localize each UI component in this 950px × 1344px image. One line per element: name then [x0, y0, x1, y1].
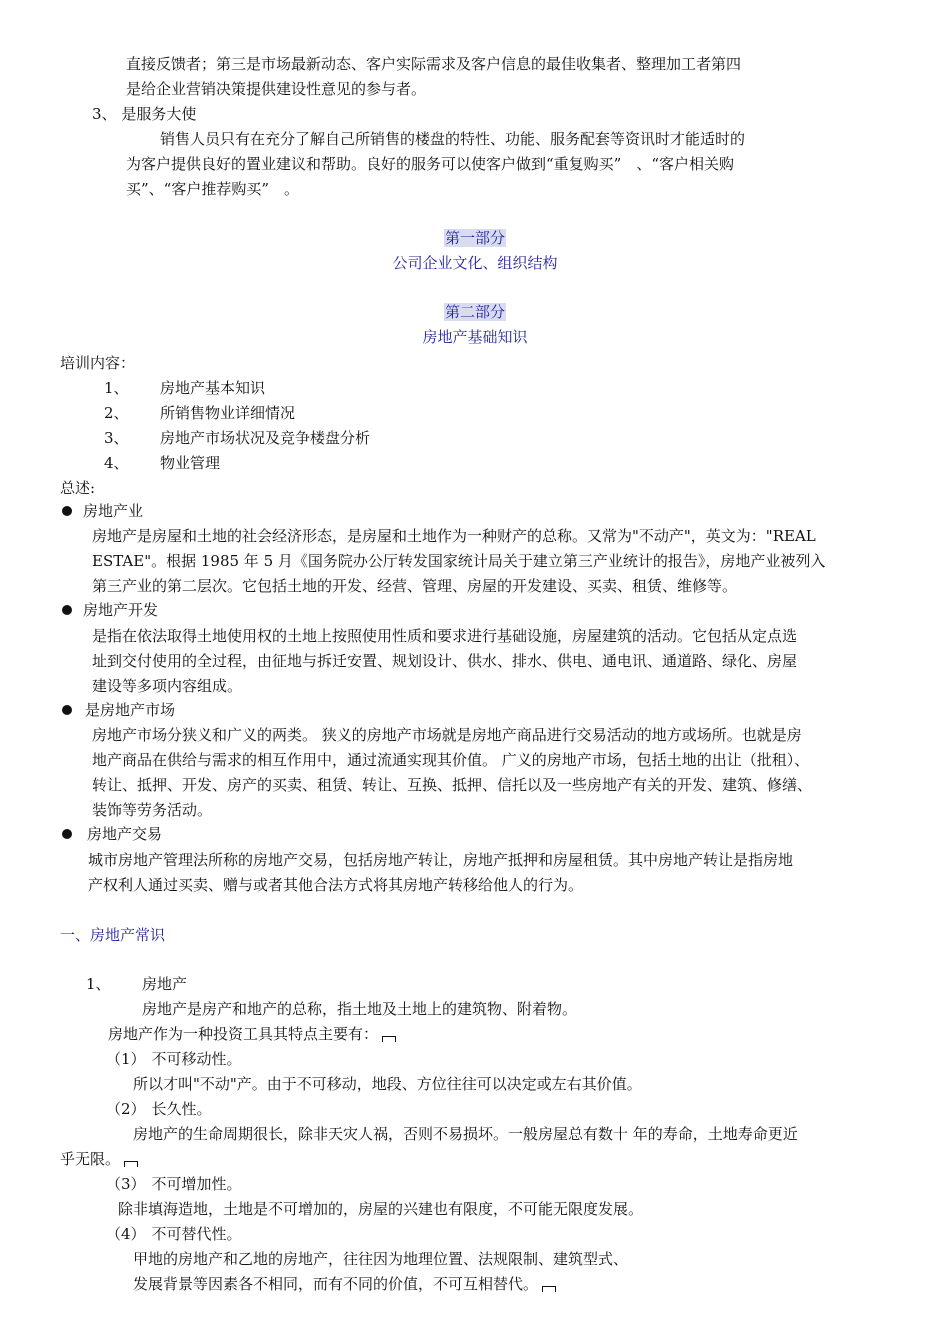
intro-line-3: 销售人员只有在充分了解自己所销售的楼盘的特性、功能、服务配套等资讯时才能适时的: [160, 130, 746, 148]
training-num-2: 2、: [104, 404, 129, 422]
item-title: 是服务大使: [121, 105, 197, 123]
training-num-4: 4、: [104, 454, 129, 472]
section-heading: 一、房地产常识: [60, 926, 166, 944]
feature-number: （1）: [106, 1050, 146, 1068]
part2-title: 房地产基础知识: [422, 328, 528, 346]
bullet-3-line-3: 转让、抵押、开发、房产的买卖、租赁、转让、互换、抵押、信托以及一些房地产有关的开发、建筑、修缮、: [92, 776, 813, 794]
bullet-3-line-2: 地产商品在供给与需求的相互作用中，通过流通实现其价值。 广义的房地产市场，包括土地的出让（批租）、: [92, 751, 810, 769]
paragraph-mark-icon: [124, 1161, 138, 1167]
feature-title: 长久性。: [151, 1100, 212, 1118]
bullet-2-line-2: 址到交付使用的全过程，由征地与拆迁安置、规划设计、供水、排水、供电、通电讯、通道路、绿化、房屋: [92, 652, 798, 670]
bullet-4-line-1: 城市房地产管理法所称的房地产交易，包括房地产转让，房地产抵押和房屋租赁。其中房地产转让是指房地: [88, 851, 794, 869]
feature-4-line-2-text: 发展背景等因素各不相同，而有不同的价值，不可互相替代。: [133, 1275, 539, 1293]
feature-title: 不可增加性。: [151, 1175, 242, 1193]
feature-number: （4）: [106, 1225, 146, 1243]
training-text-1: 房地产基本知识: [160, 379, 266, 397]
bullet-dot-icon: [62, 705, 72, 715]
bullet-dot-icon: [62, 506, 72, 516]
feature-number: （3）: [106, 1175, 146, 1193]
training-heading: 培训内容：: [60, 354, 136, 372]
bullet-title-2: 房地产开发: [83, 601, 159, 619]
feature-2-heading: [106, 1099, 212, 1119]
intro-line-4: 为客户提供良好的置业建议和帮助。良好的服务可以使客户做到“重复购买” 、“客户相关购: [126, 155, 735, 173]
part2-label-row: [0, 302, 950, 322]
part1-label-row: [0, 228, 950, 248]
section-item-number: 1、: [86, 975, 111, 993]
feature-2-line-2-text: 乎无限。: [60, 1150, 121, 1168]
paragraph-mark-icon: [382, 1036, 396, 1042]
feature-number: （2）: [106, 1100, 146, 1118]
bullet-3-line-4: 装饰等劳务活动。: [92, 801, 213, 819]
bullet-3-line-1: 房地产市场分狭义和广义的两类。 狭义的房地产市场就是房地产商品进行交易活动的地方或场所。也就是房: [92, 726, 802, 744]
bullet-1-line-1: 房地产是房屋和土地的社会经济形态，是房屋和土地作为一种财产的总称。又常为"不动产"，英文为："REAL: [92, 527, 816, 545]
feature-title: 不可替代性。: [151, 1225, 242, 1243]
feature-4-line-1: 甲地的房地产和乙地的房地产，往往因为地理位置、法规限制、建筑型式、: [133, 1250, 629, 1268]
definition-text: 房地产是房产和地产的总称，指土地及土地上的建筑物、附着物。: [142, 1000, 578, 1018]
paragraph-mark-icon: [542, 1286, 556, 1292]
bullet-4-line-2: 产权利人通过买卖、赠与或者其他合法方式将其房地产转移给他人的行为。: [88, 876, 584, 894]
intro-line-5: 买”、“客户推荐购买” 。: [126, 180, 300, 198]
intro-line-2: 是给企业营销决策提供建设性意见的参与者。: [126, 80, 427, 98]
part2-label: 第二部分: [444, 303, 505, 321]
feature-4-line-2: [133, 1274, 556, 1294]
part1-title: 公司企业文化、组织结构: [392, 254, 558, 272]
training-num-3: 3、: [104, 429, 129, 447]
feature-1-heading: [106, 1049, 242, 1069]
bullet-dot-icon: [62, 829, 72, 839]
feature-2-line-1: 房地产的生命周期很长，除非天灾人祸，否则不易损坏。一般房屋总有数十 年的寿命，土地寿命更近: [133, 1125, 798, 1143]
summary-heading: 总述:: [60, 479, 96, 497]
bullet-title-4: 房地产交易: [87, 825, 163, 843]
feature-1-text: 所以才叫"不动"产。由于不可移动，地段、方位往往可以决定或左右其价值。: [133, 1075, 642, 1093]
features-intro-text: 房地产作为一种投资工具其特点主要有：: [108, 1025, 379, 1043]
bullet-title-1: 房地产业: [83, 502, 144, 520]
training-text-3: 房地产市场状况及竞争楼盘分析: [160, 429, 371, 447]
bullet-dot-icon: [62, 605, 72, 615]
bullet-2-line-1: 是指在依法取得土地使用权的土地上按照使用性质和要求进行基础设施，房屋建筑的活动。它包括从定点选: [92, 627, 798, 645]
feature-3-heading: [106, 1174, 242, 1194]
section-item-title: 房地产: [142, 975, 188, 993]
feature-4-heading: [106, 1224, 242, 1244]
item-number: 3、: [92, 105, 117, 123]
bullet-2-line-3: 建设等多项内容组成。: [92, 677, 243, 695]
intro-item-3: [92, 104, 196, 124]
feature-title: 不可移动性。: [151, 1050, 242, 1068]
feature-2-line-2: [60, 1149, 138, 1169]
bullet-1-line-2: ESTAE"。根据 1985 年 5 月《国务院办公厅转发国家统计局关于建立第三产业统计的报告》，房地产业被列入: [92, 552, 826, 570]
bullet-1-line-3: 第三产业的第二层次。它包括土地的开发、经营、管理、房屋的开发建设、买卖、租赁、维修等。: [92, 577, 738, 595]
feature-3-text: 除非填海造地，土地是不可增加的，房屋的兴建也有限度，不可能无限度发展。: [118, 1200, 644, 1218]
intro-line-1: 直接反馈者；第三是市场最新动态、客户实际需求及客户信息的最佳收集者、整理加工者第四: [126, 55, 742, 73]
training-text-2: 所销售物业详细情况: [160, 404, 296, 422]
training-num-1: 1、: [104, 379, 129, 397]
part1-label: 第一部分: [444, 229, 505, 247]
bullet-title-3: 是房地产市场: [85, 701, 176, 719]
features-intro: [108, 1024, 396, 1044]
training-text-4: 物业管理: [160, 454, 221, 472]
